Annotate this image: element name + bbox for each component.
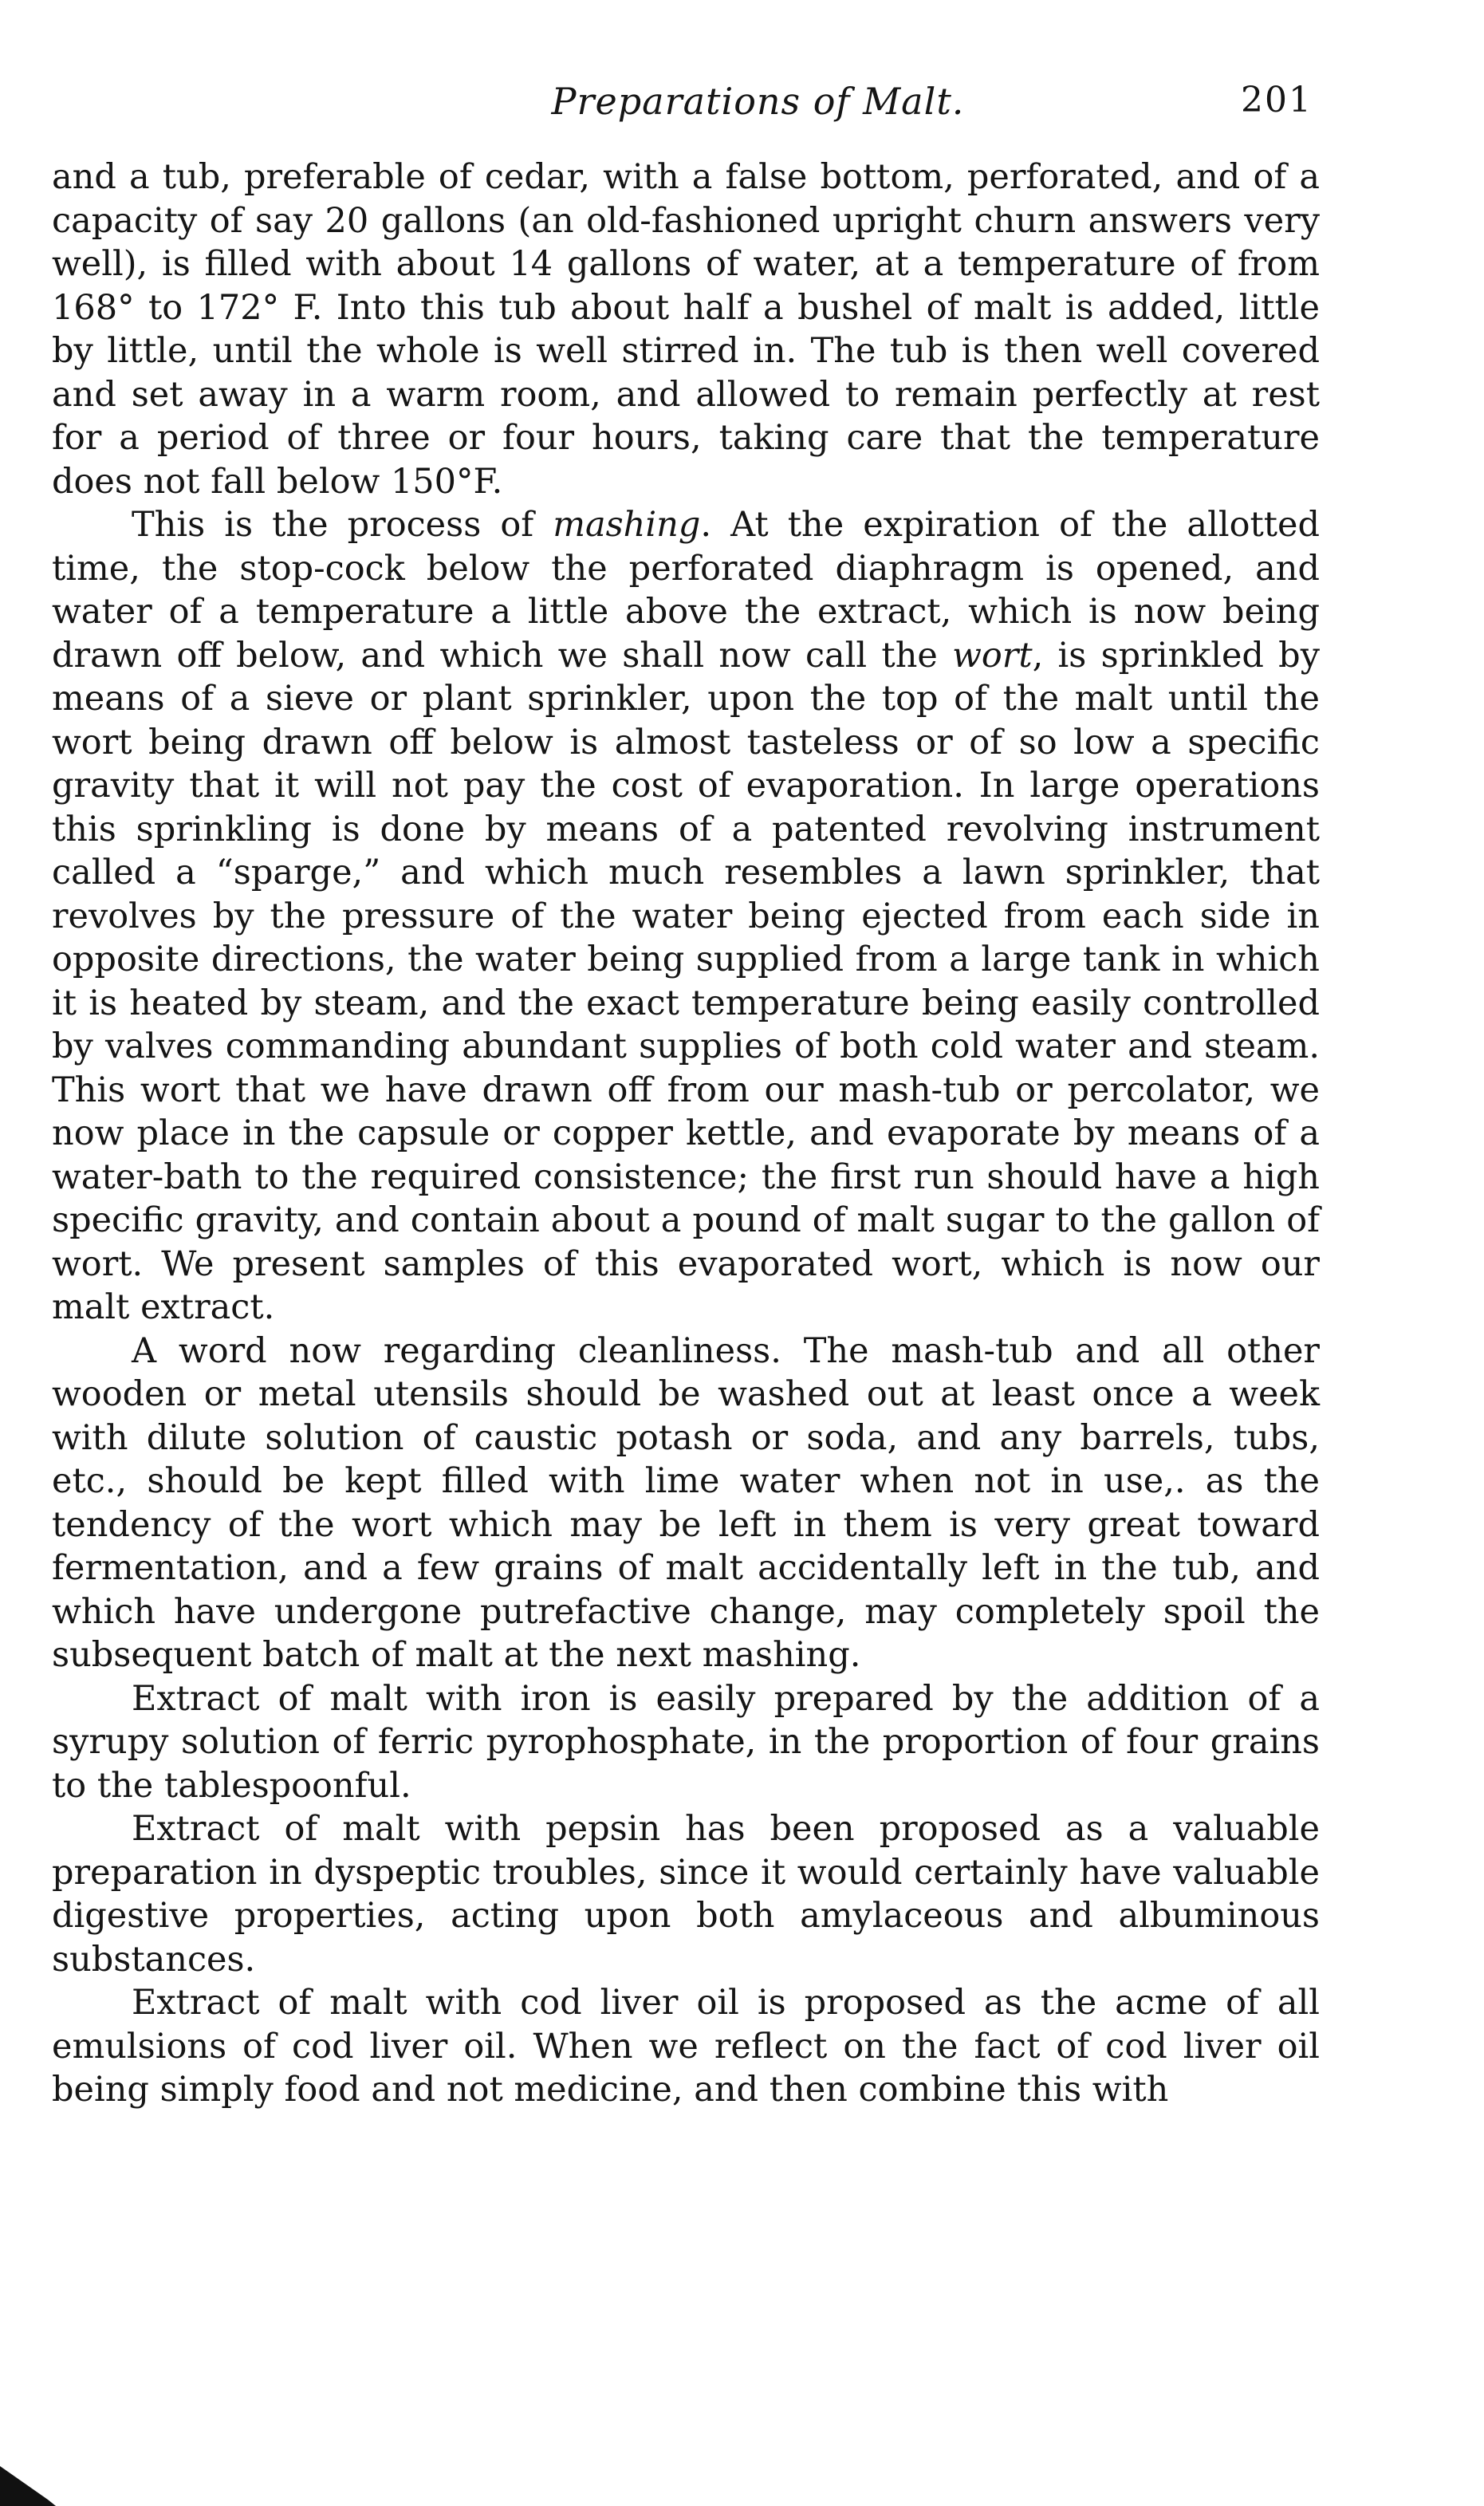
running-title: Preparations of Malt. [551,80,965,123]
paragraph-2-text-b: . At the expiration of the allotted time, the stop-cock below the perforated diaphragm is opened, and water of a temperature a little above the extract, which is now being drawn off below, and which we shall now call the [52,505,1320,676]
paragraph-3-text: A word now regarding cleanliness. The mash-tub and all other wooden or metal utensils should be washed out at least once a week with dilute solution of caustic potash or soda, and any barrels, tubs, etc., should be kept filled with lime water when not in use,. as the tendency of the wort which may be left in them is very great toward fermentation, and a few grains of malt accidentally left in the tub, and which have undergone putrefactive change, may completely spoil the subsequent batch of malt at the next mashing. [52,1330,1320,1675]
paragraph-2-text-c: , is sprinkled by means of a sieve or plant sprinkler, upon the top of the malt until the wort being drawn off below is almost tasteless or of so low a specific gravity that it will not pay the cost of evaporation. In large operations this sprinkling is done by means of a patented revolving instrument called a “sparge,” and which much resembles a lawn sprinkler, that revolves by the pressure of the water being ejected from each side in opposite directions, the water being supplied from a large tank in which it is heated by steam, and the exact temperature being easily controlled by valves commanding abundant supplies of both cold water and steam. This wort that we have drawn off from our mash-tub or percolator, we now place in the capsule or copper kettle, and evaporate by means of a water-bath to the required consistence; the first run should have a high specific gravity, and contain about a pound of malt sugar to the gallon of wort. We present samples of this evaporated wort, which is now our malt extract. [52,635,1320,1327]
body-text [52,156,1320,2112]
paragraph-2-text-a: This is the process of [132,505,553,545]
paragraph-4-text: Extract of malt with iron is easily prepared by the addition of a syrupy solution of ferric pyrophosphate, in the proportion of four grains to the tablespoonful. [52,1678,1320,1806]
paragraph-5-text: Extract of malt with pepsin has been proposed as a valuable preparation in dyspeptic troubles, since it would certainly have valuable digestive properties, acting upon both amylaceous and albuminous substances. [52,1809,1320,1980]
page-number: 201 [1241,80,1313,120]
paragraph-6 [52,1981,1320,2112]
scan-corner-mark [0,2450,72,2506]
paragraph-1 [52,156,1320,503]
paragraph-1-text: and a tub, preferable of cedar, with a false bottom, perforated, and of a capacity of say 20 gallons (an old-fashioned upright churn answers very well), is filled with about 14 gallons of water, at a temperature of from 168° to 172° F. Into this tub about half a bushel of malt is added, little by little, until the whole is well stirred in. The tub is then well covered and set away in a warm room, and allowed to remain perfectly at rest for a period of three or four hours, taking care that the temperature does not fall below 150°F. [52,157,1320,502]
paragraph-5 [52,1807,1320,1981]
paragraph-6-text: Extract of malt with cod liver oil is proposed as the acme of all emulsions of cod liver oil. When we reflect on the fact of cod liver oil being simply food and not medicine, and then combine this with [52,1983,1320,2110]
term-mashing: mashing [553,505,701,545]
term-wort: wort [952,635,1033,676]
paragraph-2 [52,503,1320,1330]
paragraph-4 [52,1677,1320,1808]
paragraph-3 [52,1330,1320,1677]
